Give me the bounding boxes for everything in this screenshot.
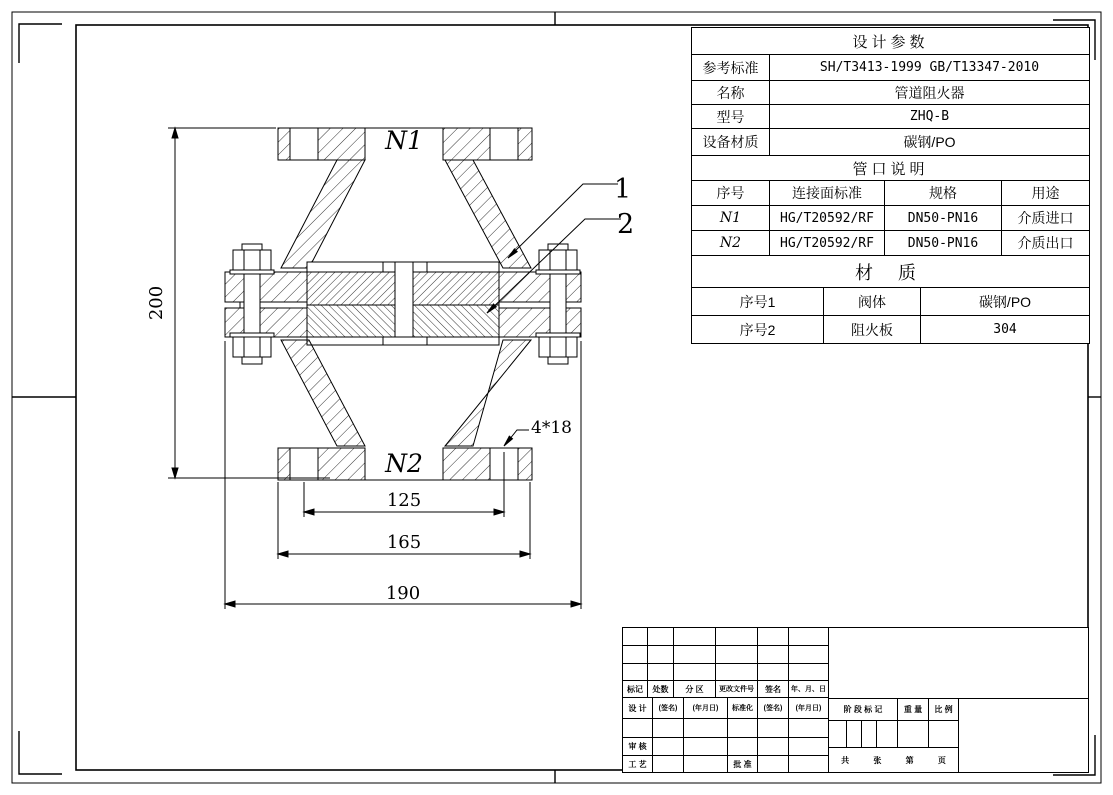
dimension-165-text: 165 <box>386 532 422 553</box>
param-value: 碳钢/PO <box>770 129 1090 156</box>
material-part: 阀体 <box>824 288 921 316</box>
port-conn-std: HG/T20592/RF <box>770 231 885 256</box>
pages-no-label: 第 <box>905 755 914 765</box>
nozzle-label-n1: N1 <box>385 126 423 155</box>
port-usage: 介质出口 <box>1002 231 1090 256</box>
material-title: 材 质 <box>692 256 1090 288</box>
port-conn-std: HG/T20592/RF <box>770 206 885 231</box>
drawing-title-area <box>829 628 1089 699</box>
param-label: 参考标准 <box>692 55 770 81</box>
title-block <box>622 627 1089 773</box>
callout-1-text: 1 <box>614 174 632 205</box>
port-usage: 介质进口 <box>1002 206 1090 231</box>
revision-table <box>623 628 829 773</box>
port-row-n2: N2 <box>692 231 770 256</box>
rev-header-date: 年、月、日 <box>789 681 829 698</box>
approve-label: 批 准 <box>728 756 758 773</box>
standardize-sign: (签名) <box>758 698 789 719</box>
bolt-note-text: 4*18 <box>531 418 572 438</box>
dimension-190-text: 190 <box>385 583 421 604</box>
design-sign: (签名) <box>653 698 684 719</box>
spec-table <box>691 27 1090 344</box>
rev-header-count: 处数 <box>648 681 674 698</box>
dimension-125-text: 125 <box>386 490 422 511</box>
pages-page-label: 页 <box>937 755 946 765</box>
weight-label: 重 量 <box>898 699 929 721</box>
nozzle-label-n2: N2 <box>385 449 423 478</box>
param-label: 型号 <box>692 105 770 129</box>
material-item-no: 序号1 <box>692 288 824 316</box>
design-params-title: 设计参数 <box>692 28 1090 55</box>
param-value: SH/T3413-1999 GB/T13347-2010 <box>770 55 1090 81</box>
param-label: 设备材质 <box>692 129 770 156</box>
rev-header-docno: 更改文件号 <box>716 681 758 698</box>
arrester-element <box>307 262 499 345</box>
title-block-right <box>829 628 1089 773</box>
param-value: 管道阻火器 <box>770 81 1090 105</box>
pages-sheets-label: 张 <box>873 755 882 765</box>
port-spec: DN50-PN16 <box>885 231 1002 256</box>
material-item-no: 序号2 <box>692 316 824 344</box>
standardize-date: (年月日) <box>789 698 829 719</box>
port-spec: DN50-PN16 <box>885 206 1002 231</box>
drawing-number-area <box>959 699 1089 773</box>
rev-header-mark: 标记 <box>623 681 648 698</box>
design-label: 设 计 <box>623 698 653 719</box>
audit-label: 审 核 <box>623 738 653 756</box>
ports-title: 管口说明 <box>692 156 1090 181</box>
scale-label: 比 例 <box>929 699 959 721</box>
rev-header-sign: 签名 <box>758 681 789 698</box>
design-date: (年月日) <box>684 698 728 719</box>
port-row-n1: N1 <box>692 206 770 231</box>
ports-header: 规格 <box>885 181 1002 206</box>
callout-2-text: 2 <box>617 209 635 240</box>
standardize-label: 标准化 <box>728 698 758 719</box>
stage-mark-label: 阶 段 标 记 <box>829 699 898 721</box>
bolt-note-leader <box>504 430 529 446</box>
sheet-page-cell <box>829 748 959 773</box>
material-value: 碳钢/PO <box>921 288 1090 316</box>
arrester-body <box>225 128 581 480</box>
param-label: 名称 <box>692 81 770 105</box>
material-value: 304 <box>921 316 1090 344</box>
param-value: ZHQ-B <box>770 105 1090 129</box>
pages-total-label: 共 <box>841 755 850 765</box>
material-part: 阻火板 <box>824 316 921 344</box>
top-cone <box>281 160 531 268</box>
bottom-cone <box>281 340 531 446</box>
dimension-200-text: 200 <box>146 285 167 321</box>
ports-header: 序号 <box>692 181 770 206</box>
craft-label: 工 艺 <box>623 756 653 773</box>
ports-header: 用途 <box>1002 181 1090 206</box>
rev-header-zone: 分 区 <box>674 681 716 698</box>
ports-header: 连接面标准 <box>770 181 885 206</box>
